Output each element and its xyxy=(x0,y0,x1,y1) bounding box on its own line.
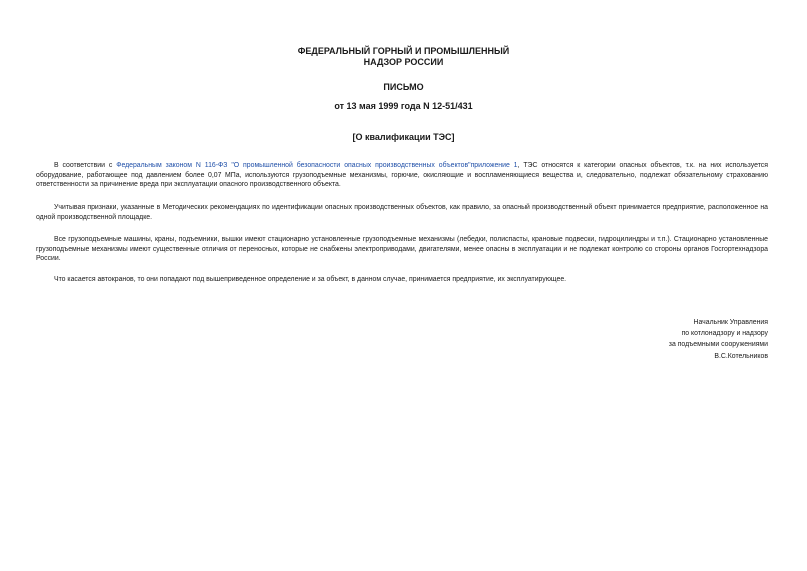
issuing-authority xyxy=(0,46,807,68)
paragraph-3: Все грузоподъемные машины, краны, подъемники, вышки имеют стационарно установленные грузоподъемные механизмы (лебедки, полиспасты, крановые подвески, гидроцилиндры и т.п.). Стационарно установленные грузоподъемные механизмы имеют существенные отличия от переносных, которые не снабжены электроприводами, двигателями, менее опасны в эксплуатации и не подлежат контролю со стороны органов Госгортехнадзора России. xyxy=(36,236,768,263)
paragraph-1-intro: В соответствии с xyxy=(54,162,117,169)
signer-title-line-1: Начальник Управления xyxy=(693,319,768,326)
paragraph-1-rest: , ТЭС относятся к категории опасных объектов, т.к. на них используется оборудование, работающее под давлением более 0,07 МПа, используются грузоподъемные механизмы, горючие, окисляющие и воспламеняющиеся вещества и, следовательно, подлежат обязательному страхованию ответственности за причинение вреда при эксплуатации опасного производственного объекта. xyxy=(36,162,768,189)
authority-line-1: ФЕДЕРАЛЬНЫЙ ГОРНЫЙ И ПРОМЫШЛЕННЫЙ xyxy=(297,46,510,56)
document-type: ПИСЬМО xyxy=(383,82,424,92)
paragraph-1 xyxy=(36,161,768,190)
signer-title-line-3: за подъемными сооружениями xyxy=(668,341,768,349)
paragraph-2: Учитывая признаки, указанные в Методических рекомендациях по идентификации опасных производственных объектов, как правило, за опасный производственный объект принимается предприятие, расположенное на одной производственной площадке. xyxy=(36,204,768,221)
appendix-1-link[interactable]: приложение 1 xyxy=(470,162,518,169)
document-date-number: от 13 мая 1999 года N 12-51/431 xyxy=(334,101,473,111)
paragraph-4: Что касается автокранов, то они попадают под вышеприведенное определение и за объект, в данном случае, принимается предприятие, их эксплуатирующее. xyxy=(54,276,567,283)
signer-name: В.С.Котельников xyxy=(714,352,768,360)
law-116-fz-link[interactable]: Федеральным законом N 116-ФЗ "О промышленной безопасности опасных производственных объектов" xyxy=(116,162,471,169)
signer-title-line-2: по котлонадзору и надзору xyxy=(681,330,768,338)
authority-line-2: НАДЗОР РОССИИ xyxy=(363,57,444,67)
document-subject: [О квалификации ТЭС] xyxy=(352,132,455,142)
signature-block xyxy=(669,317,768,362)
